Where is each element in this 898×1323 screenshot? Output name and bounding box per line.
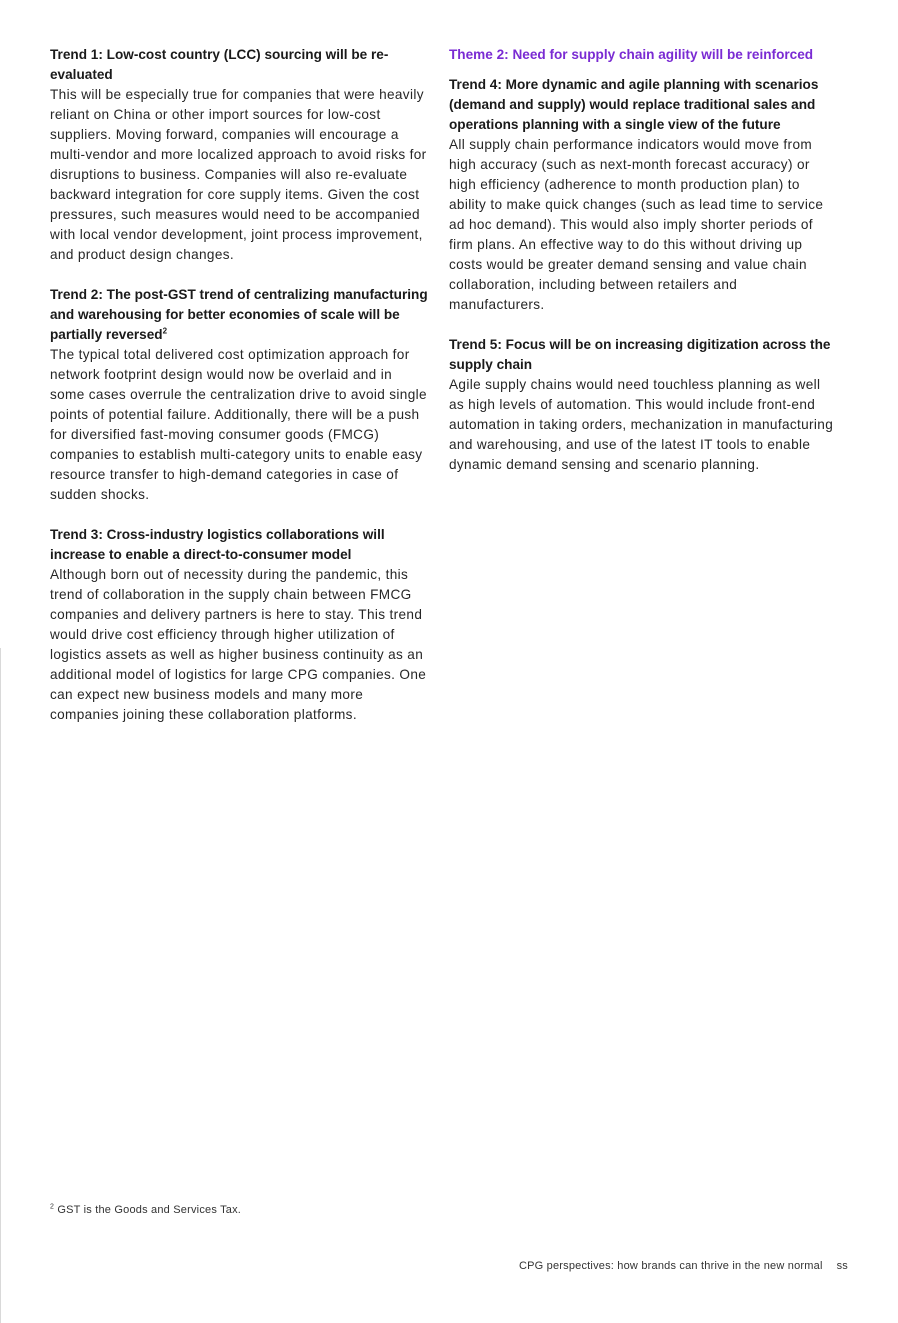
- trend-1-body: This will be especially true for companies that were heavily reliant on China or other import sources for low-cost suppliers. Moving forward, companies will encourage a multi-vendor and more localized approach to avoid risks for disruptions to business. Companies will also re-evaluate backward integration for core supply items. Given the cost pressures, such measures would need to be accompanied with local vendor development, joint process improvement, and product design changes.: [50, 87, 427, 262]
- footnote-text: GST is the Goods and Services Tax.: [57, 1204, 242, 1216]
- trend-3-section: [50, 525, 430, 725]
- trend-2-footnote-marker: 2: [162, 326, 168, 336]
- page-edge-rule: [0, 648, 1, 1323]
- trend-5-section: [449, 335, 834, 475]
- trend-2-title-wrap: [50, 285, 430, 345]
- trend-3-body: Although born out of necessity during the pandemic, this trend of collaboration in the supply chain between FMCG companies and delivery partners is here to stay. This trend would drive cost efficiency through higher utilization of logistics assets as well as higher business continuity as an additional model of logistics for large CPG companies. One can expect new business models and many more companies joining these collaboration platforms.: [50, 567, 427, 722]
- trend-4-body: All supply chain performance indicators would move from high accuracy (such as next-month forecast accuracy) or high efficiency (adherence to month production plan) to ability to make quick changes (such as lead time to service ad hoc demand). This would also imply shorter periods of firm plans. An effective way to do this without driving up costs would be greater demand sensing and value chain collaboration, including between retailers and manufacturers.: [449, 137, 824, 312]
- right-column: [449, 45, 834, 495]
- left-column: [50, 45, 430, 745]
- trend-1-title: Trend 1: Low-cost country (LCC) sourcing will be re-evaluated: [50, 47, 389, 82]
- trend-4-section: [449, 75, 834, 315]
- trend-5-body: Agile supply chains would need touchless planning as well as high levels of automation. This would include front-end automation in taking orders, mechanization in manufacturing and warehousing, and use of the latest IT tools to enable dynamic demand sensing and scenario planning.: [449, 377, 834, 472]
- trend-1-section: [50, 45, 430, 265]
- trend-2-body: The typical total delivered cost optimization approach for network footprint design would now be overlaid and in some cases overrule the centralization drive to avoid single points of potential failure. Additionally, there will be a push for diversified fast-moving consumer goods (FMCG) companies to establish multi-category units to enable easy resource transfer to high-demand categories in case of sudden shocks.: [50, 347, 427, 502]
- page-footer: [519, 1260, 848, 1272]
- footnote-marker: 2: [50, 1203, 55, 1211]
- theme-2-title: Theme 2: Need for supply chain agility will be reinforced: [449, 47, 814, 62]
- trend-2-title: Trend 2: The post-GST trend of centralizing manufacturing and warehousing for better economies of scale will be partially reversed: [50, 287, 428, 342]
- trend-4-title: Trend 4: More dynamic and agile planning with scenarios (demand and supply) would replace traditional sales and operations planning with a single view of the future: [449, 77, 819, 132]
- footer-title: CPG perspectives: how brands can thrive in the new normal: [518, 1260, 823, 1272]
- trend-5-title: Trend 5: Focus will be on increasing digitization across the supply chain: [449, 337, 831, 372]
- page-number: ss: [836, 1260, 848, 1272]
- trend-2-section: [50, 285, 430, 505]
- trend-3-title: Trend 3: Cross-industry logistics collaborations will increase to enable a direct-to-consumer model: [50, 527, 385, 562]
- footnote: [50, 1204, 241, 1216]
